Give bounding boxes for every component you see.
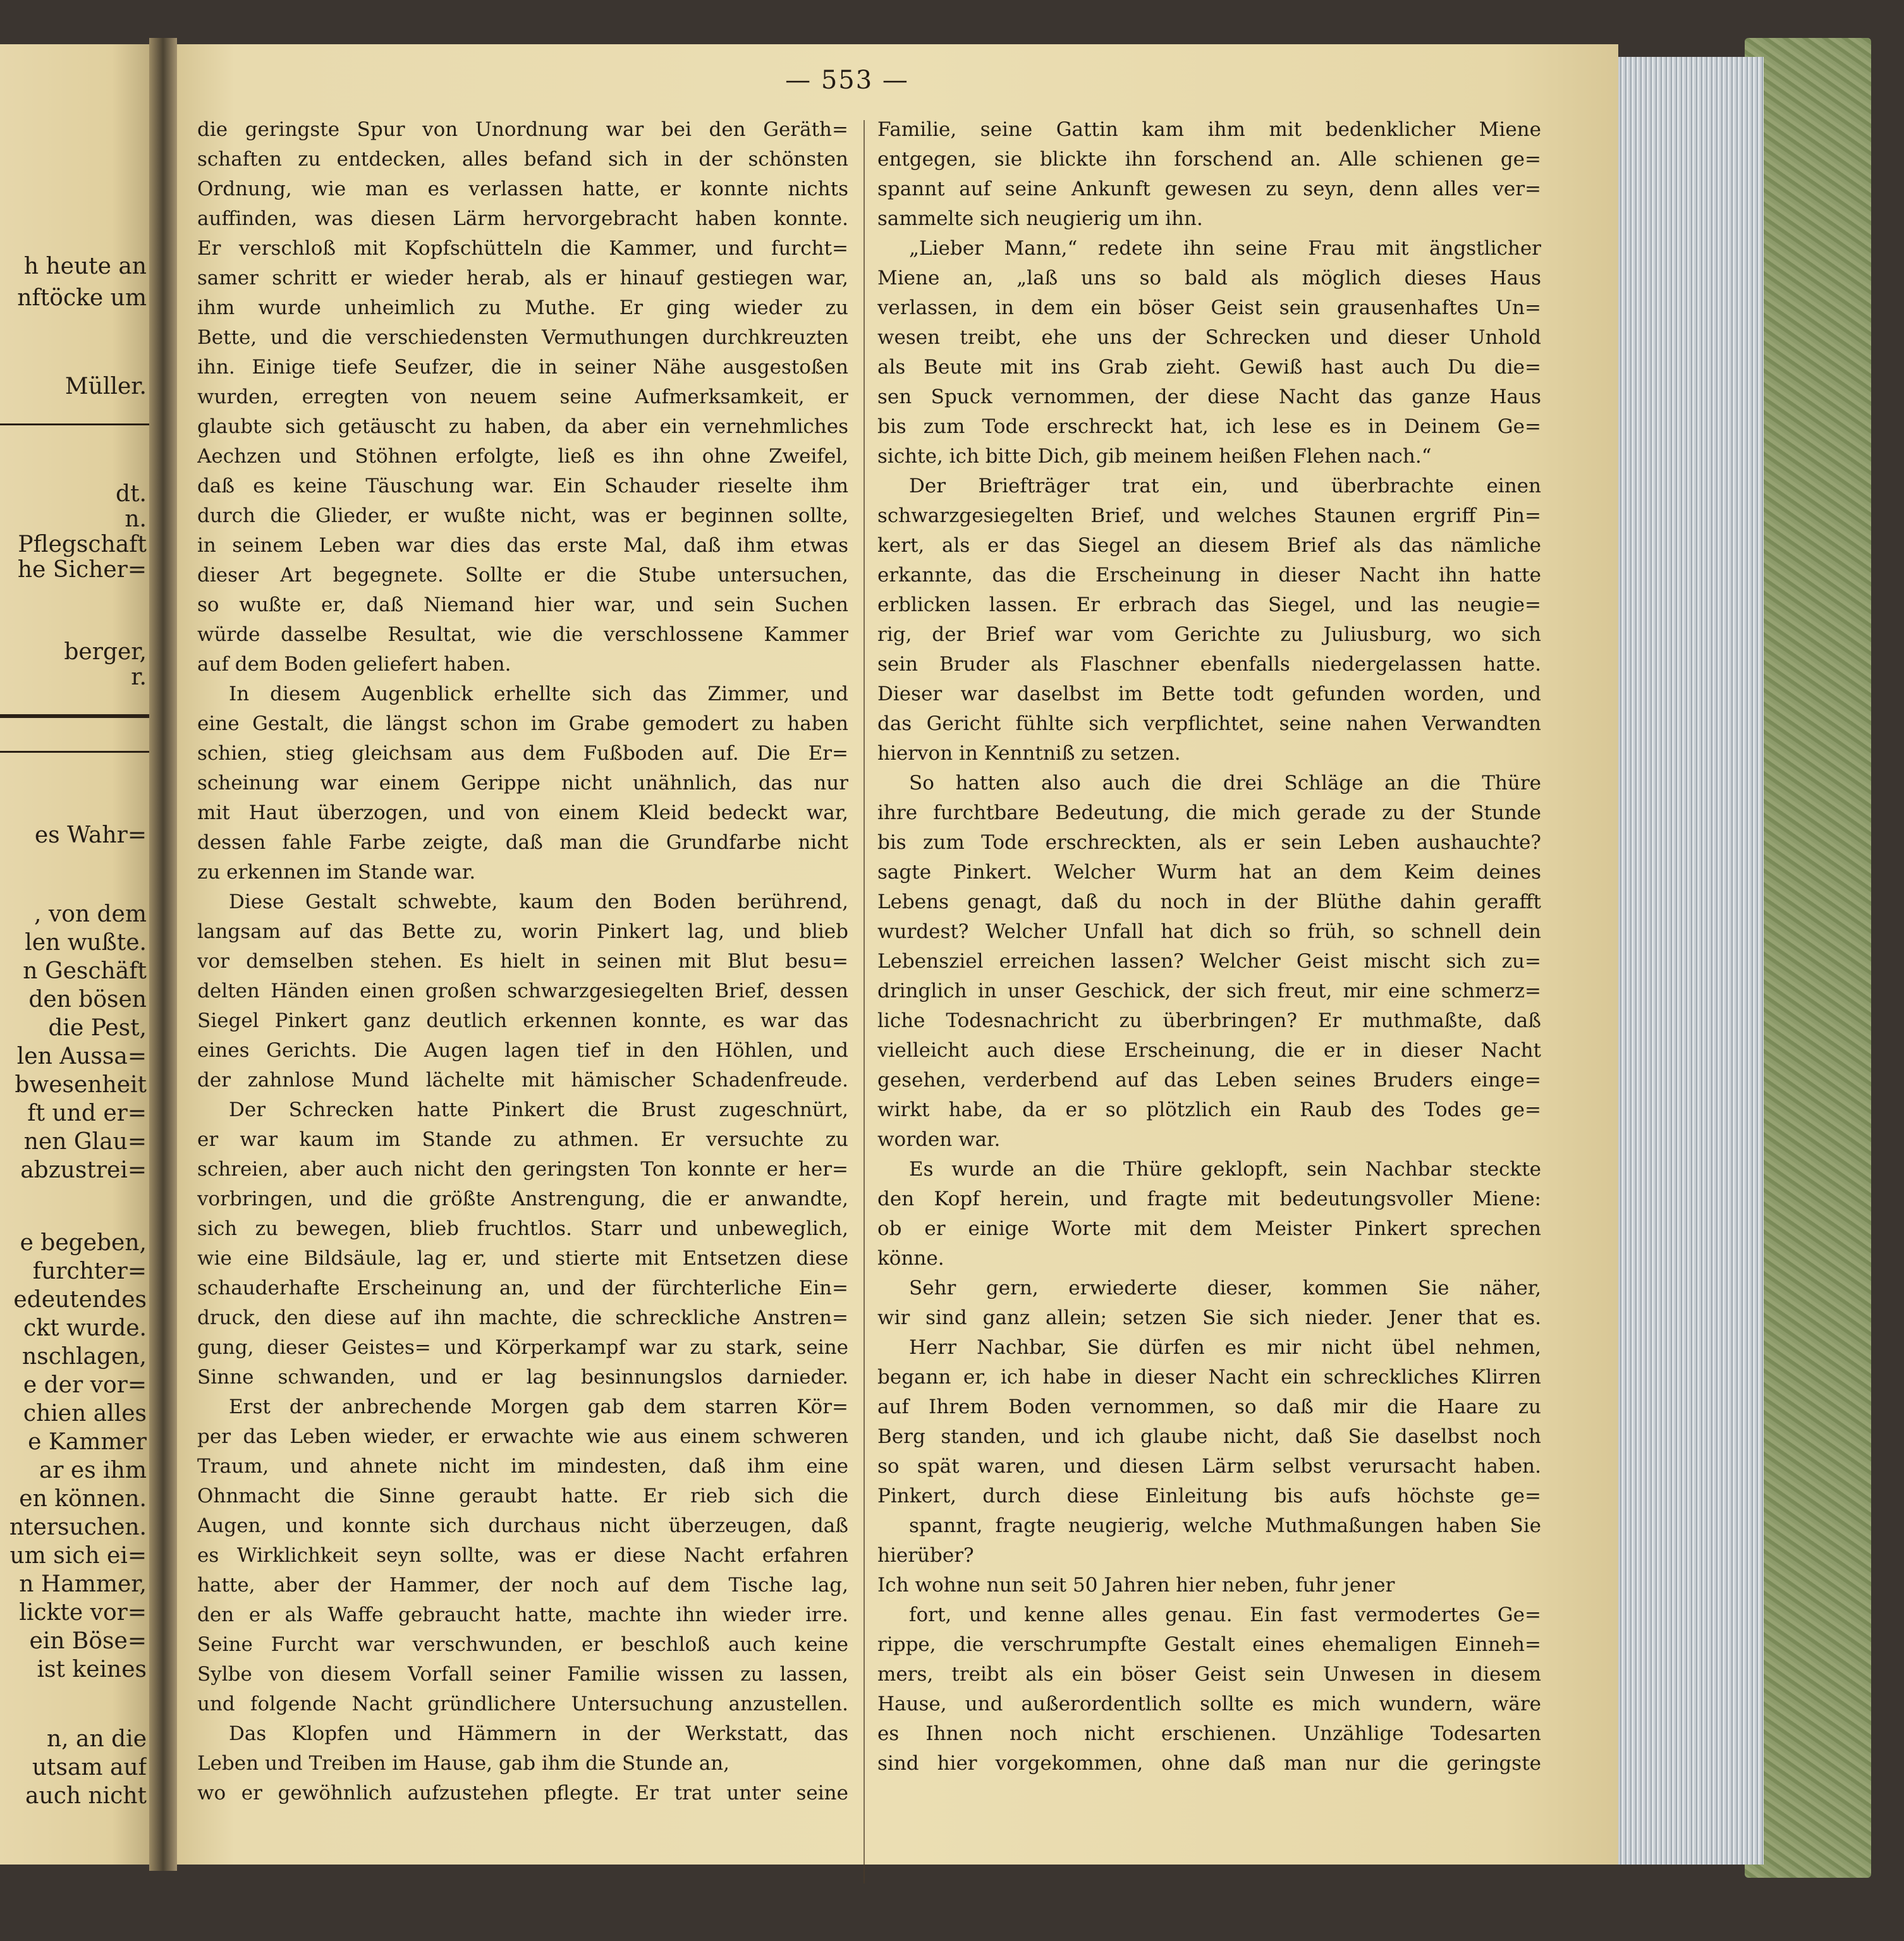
text-line: kert, als er das Siegel an diesem Brief als das nämliche (877, 534, 1541, 557)
text-line: samer schritt er wieder herab, als er hinauf gestiegen war, (197, 267, 848, 289)
page-fragment: ntersuchen. (9, 1514, 147, 1540)
text-line: Sylbe von diesem Vorfall seiner Familie wissen zu lassen, (197, 1663, 848, 1686)
text-line: rig, der Brief war vom Gerichte zu Juliusburg, wo sich (877, 623, 1541, 646)
page-fragment: die Pest, (48, 1015, 147, 1041)
text-line: ob er einige Worte mit dem Meister Pinkert sprechen (877, 1217, 1541, 1240)
text-line: gung, dieser Geistes= und Körperkampf war zu stark, seine (197, 1336, 848, 1359)
page-fragment: ft und er= (27, 1100, 147, 1126)
separator-rule (0, 751, 149, 753)
text-line: liche Todesnachricht zu überbringen? Er muthmaßte, daß (877, 1009, 1541, 1032)
text-line: Erst der anbrechende Morgen gab dem starren Kör= (229, 1396, 848, 1418)
text-line: schreien, aber auch nicht den geringsten Ton konnte er her= (197, 1158, 848, 1181)
page-fragment: edeutendes (13, 1287, 147, 1313)
page-fragment: , von dem (34, 901, 147, 927)
page-fragment: auch nicht (25, 1783, 147, 1809)
page-fragment: es Wahr= (34, 822, 147, 848)
text-line: Ohnmacht die Sinne geraubt hatte. Er rieb sich die (197, 1485, 848, 1507)
text-line: dieser Art begegnete. Sollte er die Stube untersuchen, (197, 564, 848, 587)
text-line: verlassen, in dem ein böser Geist sein grausenhaftes Un= (877, 296, 1541, 319)
text-line: erblicken lassen. Er erbrach das Siegel, und las neugie= (877, 593, 1541, 616)
page-fragment: n Hammer, (19, 1571, 147, 1597)
text-line: mers, treibt als ein böser Geist sein Unwesen in diesem (877, 1663, 1541, 1686)
page-fragment: nftöcke um (17, 285, 147, 311)
text-line: auf Ihrem Boden vernommen, so daß mir die Haare zu (877, 1396, 1541, 1418)
text-line: sammelte sich neugierig um ihn. (877, 207, 1203, 230)
text-line: auf dem Boden geliefert haben. (197, 653, 511, 676)
text-line: „Lieber Mann,“ redete ihn seine Frau mit ängstlicher (909, 237, 1541, 260)
text-line: in seinem Leben war dies das erste Mal, daß ihm etwas (197, 534, 848, 557)
text-line: Lebens genagt, daß du noch in der Blüthe dahin gerafft (877, 891, 1541, 913)
text-line: ihre furchtbare Bedeutung, die mich gerade zu der Stunde (877, 801, 1541, 824)
text-line: Der Briefträger trat ein, und überbrachte einen (909, 475, 1541, 497)
text-line: die geringste Spur von Unordnung war bei den Geräth= (197, 118, 848, 141)
text-line: eine Gestalt, die längst schon im Grabe gemodert zu haben (197, 712, 848, 735)
text-line: sagte Pinkert. Welcher Wurm hat an dem Keim deines (877, 861, 1541, 884)
text-line: Aechzen und Stöhnen erfolgte, ließ es ihn ohne Zweifel, (197, 445, 848, 468)
text-line: schien, stieg gleichsam aus dem Fußboden auf. Die Er= (197, 742, 848, 765)
text-line: hatte, aber der Hammer, der noch auf dem Tische lag, (197, 1574, 848, 1597)
text-line: daß es keine Täuschung war. Ein Schauder rieselte ihm (197, 475, 848, 497)
text-line: das Gericht fühlte sich verpflichtet, seine nahen Verwandten (877, 712, 1541, 735)
page-fragment: len Aussa= (16, 1044, 147, 1069)
text-line: Familie, seine Gattin kam ihm mit bedenklicher Miene (877, 118, 1541, 141)
text-line: zu erkennen im Stande war. (197, 861, 476, 884)
text-line: wie eine Bildsäule, lag er, und stierte mit Entsetzen diese (197, 1247, 848, 1270)
text-line: In diesem Augenblick erhellte sich das Zimmer, und (229, 683, 848, 705)
page-fragment: lickte vor= (19, 1600, 147, 1626)
text-line: der zahnlose Mund lächelte mit hämischer Schadenfreude. (197, 1069, 848, 1092)
text-line: so wußte er, daß Niemand hier war, und sein Suchen (197, 593, 848, 616)
page-fragment: ar es ihm (39, 1457, 147, 1483)
page-edges (1618, 57, 1764, 1865)
page-fragment: e Kammer (28, 1429, 147, 1455)
text-line: dringlich in unser Geschick, der sich freut, mir eine schmerz= (877, 980, 1541, 1002)
text-line: hierüber? (877, 1544, 974, 1567)
text-line: und folgende Nacht gründlichere Untersuchung anzustellen. (197, 1693, 848, 1715)
page-fragment: abzustrei= (20, 1157, 147, 1183)
text-line: auffinden, was diesen Lärm hervorgebracht haben konnte. (197, 207, 848, 230)
text-line: wir sind ganz allein; setzen Sie sich nieder. Jener that es. (877, 1306, 1541, 1329)
page-fragment: utsam auf (32, 1755, 147, 1780)
text-line: Seine Furcht war verschwunden, er beschloß auch keine (197, 1633, 848, 1656)
text-line: erkannte, das die Erscheinung in dieser Nacht ihn hatte (877, 564, 1541, 587)
text-line: vielleicht auch diese Erscheinung, die er in dieser Nacht (877, 1039, 1541, 1062)
page-fragment: e der vor= (23, 1372, 147, 1398)
page-fragment: chien alles (23, 1401, 147, 1427)
text-line: durch die Glieder, er wußte nicht, was er beginnen sollte, (197, 504, 848, 527)
text-line: spannt auf seine Ankunft gewesen zu seyn, denn alles ver= (877, 178, 1541, 200)
page-fragment: ist keines (37, 1657, 147, 1682)
text-line: es Wirklichkeit seyn sollte, was er diese Nacht erfahren (197, 1544, 848, 1567)
text-line: wirkt habe, da er so plötzlich ein Raub des Todes ge= (877, 1098, 1541, 1121)
page-fragment: r. (131, 664, 147, 690)
text-line: eines Gerichts. Die Augen lagen tief in den Höhlen, und (197, 1039, 848, 1062)
text-line: bis zum Tode erschreckten, als er sein Leben aushauchte? (877, 831, 1541, 854)
page-fragment: en können. (19, 1486, 147, 1512)
text-line: Pinkert, durch diese Einleitung bis aufs höchste ge= (877, 1485, 1541, 1507)
text-line: sein Bruder als Flaschner ebenfalls niedergelassen hatte. (877, 653, 1541, 676)
book-gutter (149, 38, 177, 1871)
page-fragment: ckt wurde. (23, 1315, 147, 1341)
text-line: könne. (877, 1247, 944, 1270)
text-line: rippe, die verschrumpfte Gestalt eines ehemaligen Einneh= (877, 1633, 1541, 1656)
text-line: ihm wurde unheimlich zu Muthe. Er ging wieder zu (197, 296, 848, 319)
page-fragment: e begeben, (20, 1230, 147, 1256)
text-line: Er verschloß mit Kopfschütteln die Kammer, und furcht= (197, 237, 848, 260)
text-line: Herr Nachbar, Sie dürfen es mir nicht übel nehmen, (909, 1336, 1541, 1359)
text-line: Ich wohne nun seit 50 Jahren hier neben, fuhr jener (877, 1574, 1395, 1597)
text-line: Sinne schwanden, und er lag besinnungslos darnieder. (197, 1366, 848, 1389)
text-line: vorbringen, und die größte Anstrengung, die er anwandte, (197, 1188, 848, 1210)
text-line: als Beute mit ins Grab zieht. Gewiß hast auch Du die= (877, 356, 1541, 379)
text-line: Sehr gern, erwiederte dieser, kommen Sie näher, (909, 1277, 1541, 1299)
page-fragment: bwesenheit (15, 1072, 147, 1098)
page-fragment: ein Böse= (29, 1628, 147, 1654)
text-line: würde dasselbe Resultat, wie die verschlossene Kammer (197, 623, 848, 646)
text-line: wesen treibt, ehe uns der Schrecken und dieser Unhold (877, 326, 1541, 349)
left-text-column (197, 115, 848, 1808)
text-line: mit Haut überzogen, und von einem Kleid bedeckt war, (197, 801, 848, 824)
right-text-column (877, 115, 1541, 1779)
text-line: glaubte sich getäuscht zu haben, da aber ein vernehmliches (197, 415, 848, 438)
text-line: wurden, erregten von neuem seine Aufmerksamkeit, er (197, 386, 848, 408)
text-line: Der Schrecken hatte Pinkert die Brust zugeschnürt, (229, 1098, 848, 1121)
text-line: schauderhafte Erscheinung an, und der fürchterliche Ein= (197, 1277, 848, 1299)
book-cover (1745, 38, 1871, 1878)
text-line: Miene an, „laß uns so bald als möglich dieses Haus (877, 267, 1541, 289)
text-line: schwarzgesiegelten Brief, und welches Staunen ergriff Pin= (877, 504, 1541, 527)
page-fragment: Pflegschaft (18, 532, 147, 557)
text-line: Dieser war daselbst im Bette todt gefunden worden, und (877, 683, 1541, 705)
page-fragment: berger, (64, 639, 147, 665)
page-fragment: um sich ei= (9, 1543, 147, 1569)
page-fragment: dt. (116, 481, 147, 507)
text-line: schaften zu entdecken, alles befand sich in der schönsten (197, 148, 848, 171)
text-line: entgegen, sie blickte ihn forschend an. Alle schienen ge= (877, 148, 1541, 171)
text-line: Das Klopfen und Hämmern in der Werkstatt, das (229, 1722, 848, 1745)
text-line: begann er, ich habe in dieser Nacht ein schreckliches Klirren (877, 1366, 1541, 1389)
text-line: gesehen, verderbend auf das Leben seines Bruders einge= (877, 1069, 1541, 1092)
text-line: sich zu bewegen, blieb fruchtlos. Starr und unbeweglich, (197, 1217, 848, 1240)
text-line: er war kaum im Stande zu athmen. Er versuchte zu (197, 1128, 848, 1151)
column-rule (864, 120, 865, 1883)
text-line: Bette, und die verschiedensten Vermuthungen durchkreuzten (197, 326, 848, 349)
text-line: sichte, ich bitte Dich, gib meinem heißen Flehen nach.“ (877, 445, 1432, 468)
text-line: Leben und Treiben im Hause, gab ihm die Stunde an, (197, 1752, 730, 1775)
text-line: es Ihnen noch nicht erschienen. Unzählige Todesarten (877, 1722, 1541, 1745)
text-line: Berg standen, und ich glaube nicht, daß Sie daselbst noch (877, 1425, 1541, 1448)
left-page (0, 44, 149, 1865)
page-number: — 553 — (785, 66, 909, 95)
text-line: worden war. (877, 1128, 1001, 1151)
text-line: fort, und kenne alles genau. Ein fast vermodertes Ge= (909, 1603, 1541, 1626)
page-fragment: n. (125, 506, 147, 532)
text-line: wurdest? Welcher Unfall hat dich so früh, so schnell dein (877, 920, 1541, 943)
text-line: sind hier vorgekommen, ohne daß man nur die geringste (877, 1752, 1541, 1775)
text-line: scheinung war einem Gerippe nicht unähnlich, das nur (197, 772, 848, 794)
page-fragment: he Sicher= (17, 557, 147, 583)
text-line: vor demselben stehen. Es hielt in seinen mit Blut besu= (197, 950, 848, 973)
text-line: dessen fahle Farbe zeigte, daß man die Grundfarbe nicht (197, 831, 848, 854)
page-fragment: nen Glau= (23, 1129, 147, 1155)
page-fragment: nschlagen, (22, 1344, 147, 1370)
text-line: so spät waren, und diesen Lärm selbst verursacht haben. (877, 1455, 1541, 1478)
page-fragment: h heute an (23, 253, 147, 279)
text-line: Diese Gestalt schwebte, kaum den Boden berührend, (229, 891, 848, 913)
text-line: druck, den diese auf ihn machte, die schreckliche Anstren= (197, 1306, 848, 1329)
text-line: Augen, und konnte sich durchaus nicht überzeugen, daß (197, 1514, 848, 1537)
text-line: sen Spuck vernommen, der diese Nacht das ganze Haus (877, 386, 1541, 408)
page-fragment: len wußte. (25, 930, 147, 956)
text-line: delten Händen einen großen schwarzgesiegelten Brief, dessen (197, 980, 848, 1002)
text-line: ihn. Einige tiefe Seufzer, die in seiner Nähe ausgestoßen (197, 356, 848, 379)
text-line: den Kopf herein, und fragte mit bedeutungsvoller Miene: (877, 1188, 1541, 1210)
text-line: Es wurde an die Thüre geklopft, sein Nachbar steckte (909, 1158, 1541, 1181)
page-fragment: Müller. (64, 374, 147, 399)
text-line: Lebensziel erreichen lassen? Welcher Geist mischt sich zu= (877, 950, 1541, 973)
page-fragment: n Geschäft (23, 958, 147, 984)
text-line: Siegel Pinkert ganz deutlich erkennen konnte, es war das (197, 1009, 848, 1032)
text-line: per das Leben wieder, er erwachte wie aus einem schweren (197, 1425, 848, 1448)
text-line: bis zum Tode erschreckt hat, ich lese es in Deinem Ge= (877, 415, 1541, 438)
text-line: wo er gewöhnlich aufzustehen pflegte. Er trat unter seine (197, 1782, 848, 1804)
separator-rule (0, 714, 149, 718)
text-line: Traum, und ahnete nicht im mindesten, daß ihm eine (197, 1455, 848, 1478)
page-fragment: furchter= (32, 1258, 147, 1284)
text-line: Ordnung, wie man es verlassen hatte, er konnte nichts (197, 178, 848, 200)
text-line: So hatten also auch die drei Schläge an die Thüre (909, 772, 1541, 794)
text-line: hiervon in Kenntniß zu setzen. (877, 742, 1181, 765)
page-fragment: den bösen (28, 987, 147, 1013)
page-fragment: n, an die (46, 1726, 147, 1752)
text-line: spannt, fragte neugierig, welche Muthmaßungen haben Sie (909, 1514, 1541, 1537)
text-line: den er als Waffe gebraucht hatte, machte ihn wieder irre. (197, 1603, 848, 1626)
separator-rule (0, 423, 149, 425)
text-line: Hause, und außerordentlich sollte es mich wundern, wäre (877, 1693, 1541, 1715)
text-line: langsam auf das Bette zu, worin Pinkert lag, und blieb (197, 920, 848, 943)
